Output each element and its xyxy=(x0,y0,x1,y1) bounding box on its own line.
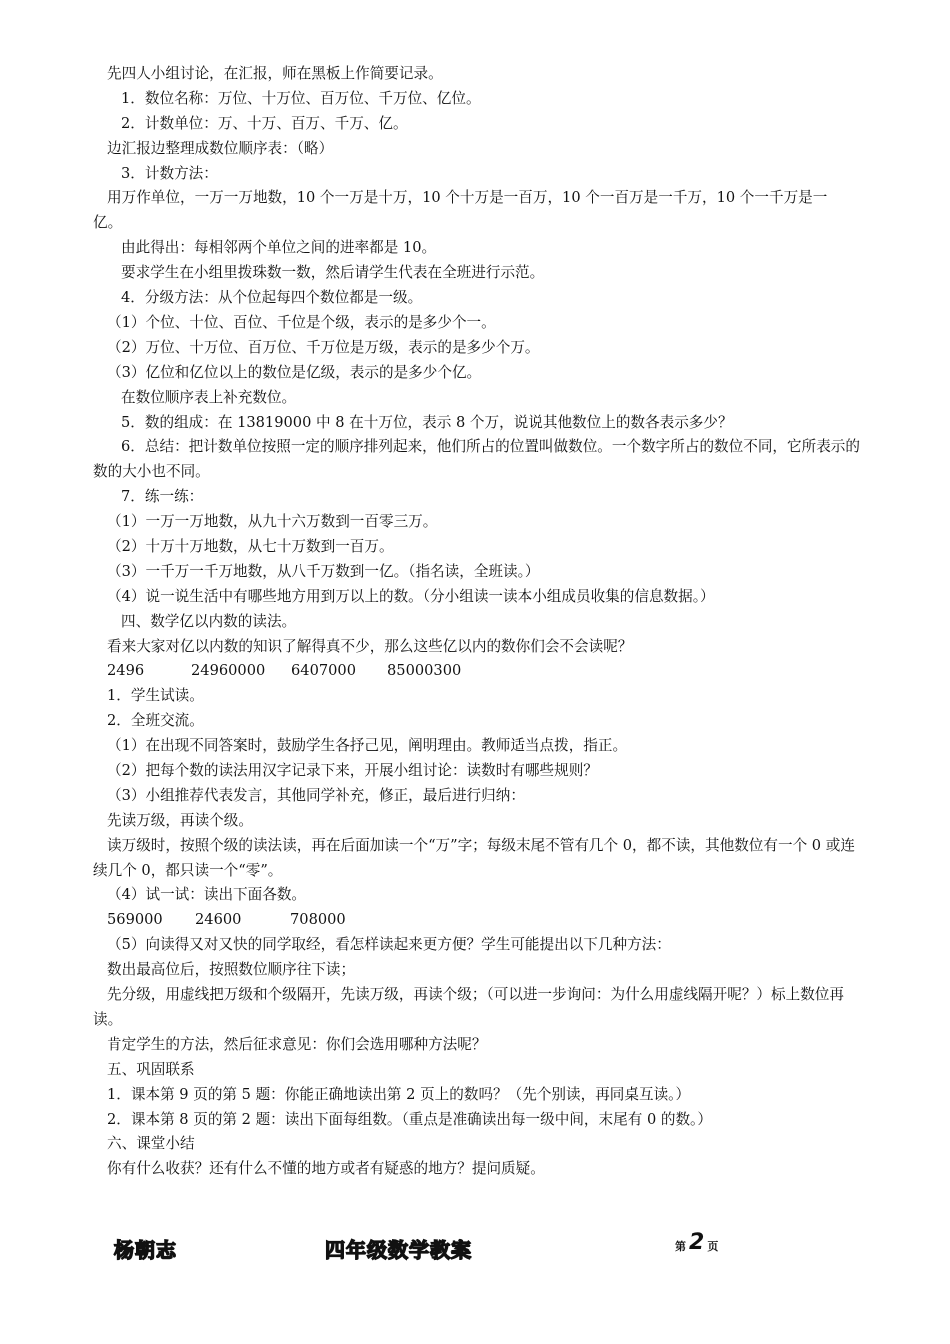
page-suffix: 页 xyxy=(707,1240,719,1253)
text-line: 3．计数方法： xyxy=(121,164,218,182)
number-value: 708000 xyxy=(290,911,346,929)
text-line: （1）个位、十位、百位、千位是个级，表示的是多少个一。 xyxy=(107,313,496,331)
text-line: 2．全班交流。 xyxy=(107,712,204,730)
text-line: 由此得出：每相邻两个单位之间的进率都是 10。 xyxy=(121,239,437,257)
text-line: 要求学生在小组里拨珠数一数，然后请学生代表在全班进行示范。 xyxy=(121,264,545,282)
text-line: 边汇报边整理成数位顺序表：（略） xyxy=(107,139,334,157)
text-line: 7．练一练： xyxy=(121,488,204,506)
text-paragraph: 先分级，用虚线把万级和个级隔开，先读万级，再读个级；（可以进一步询问：为什么用虚线隔开呢？）标上数位再读。 xyxy=(93,986,844,1028)
text-line: （2）把每个数的读法用汉字记录下来，开展小组讨论：读数时有哪些规则？ xyxy=(107,762,598,779)
number-value: 24960000 xyxy=(191,662,266,680)
text-line: 2．计数单位：万、十万、百万、千万、亿。 xyxy=(121,114,408,132)
text-line: 肯定学生的方法，然后征求意见：你们会选用哪种方法呢？ xyxy=(107,1035,487,1053)
text-line: （2）十万十万地数，从七十万数到一百万。 xyxy=(107,537,394,555)
text-line: （5）向读得又对又快的同学取经，看怎样读起来更方便？学生可能提出以下几种方法： xyxy=(107,936,671,954)
text-line: （1）一万一万地数，从九十六万数到一百零三万。 xyxy=(107,513,438,531)
text-line: 数出最高位后，按照数位顺序往下读； xyxy=(107,961,356,979)
text-line: 2．课本第 8 页的第 2 题：读出下面每组数。（重点是准确读出每一级中间，末尾有 0 的数。） xyxy=(107,1110,712,1128)
text-line: （3）小组推荐代表发言，其他同学补充，修正，最后进行归纳： xyxy=(107,786,525,804)
page-number xyxy=(675,1232,718,1254)
text-line: 先读万级，再读个级。 xyxy=(107,811,253,829)
section-heading: 六、课堂小结 xyxy=(107,1135,195,1153)
text-paragraph: 用万作单位，一万一万地数，10 个一万是十万，10 个十万是一百万，10 个一百万是一千万，10 个一千万是一亿。 xyxy=(93,189,828,232)
section-heading: 四、数学亿以内数的读法。 xyxy=(121,612,297,630)
text-line: 5．数的组成：在 13819000 中 8 在十万位，表示 8 个万，说说其他数位上的数各表示多少？ xyxy=(121,413,733,431)
number-value: 85000300 xyxy=(387,662,462,680)
text-line: （3）一千万一千万地数，从八千万数到一亿。（指名读，全班读。） xyxy=(107,562,540,580)
number-value: 569000 xyxy=(107,911,163,929)
text-line: 4．分级方法：从个位起每四个数位都是一级。 xyxy=(121,289,423,307)
page-number-value: 2 xyxy=(689,1230,705,1255)
number-value: 6407000 xyxy=(291,662,356,680)
footer-author: 杨朝志 xyxy=(114,1238,177,1262)
text-paragraph: 6．总结：把计数单位按照一定的顺序排列起来，他们所占的位置叫做数位。一个数字所占的数位不同，它所表示的数的大小也不同。 xyxy=(93,438,860,481)
numbers-row xyxy=(107,659,867,684)
text-line: 先四人小组讨论，在汇报，师在黑板上作简要记录。 xyxy=(107,65,443,82)
text-line: （4）说一说生活中有哪些地方用到万以上的数。（分小组读一读本小组成员收集的信息数据。） xyxy=(107,587,715,605)
text-line: 1．课本第 9 页的第 5 题：你能正确地读出第 2 页上的数吗？（先个别读，再同桌互读。） xyxy=(107,1085,691,1103)
page-prefix: 第 xyxy=(675,1240,686,1253)
text-line: （1）在出现不同答案时，鼓励学生各抒己见，阐明理由。教师适当点拨，指正。 xyxy=(107,737,628,755)
text-line: （3）亿位和亿位以上的数位是亿级，表示的是多少个亿。 xyxy=(107,363,482,381)
text-line: （4）试一试：读出下面各数。 xyxy=(107,886,307,904)
text-line: 1．学生试读。 xyxy=(107,687,204,705)
text-line: 在数位顺序表上补充数位。 xyxy=(121,388,297,406)
number-value: 2496 xyxy=(107,662,145,680)
text-paragraph: 读万级时，按照个级的读法读，再在后面加读一个“万”字；每级末尾不管有几个 0，都不读，其他数位有一个 0 或连续几个 0，都只读一个“零”。 xyxy=(93,836,855,879)
text-line: 你有什么收获？还有什么不懂的地方或者有疑惑的地方？提问质疑。 xyxy=(107,1160,545,1178)
footer-course-title: 四年级数学教案 xyxy=(325,1238,472,1262)
numbers-row xyxy=(107,908,867,933)
text-line: 看来大家对亿以内数的知识了解得真不少，那么这些亿以内的数你们会不会读呢？ xyxy=(107,637,633,655)
text-line: （2）万位、十万位、百万位、千万位是万级，表示的是多少个万。 xyxy=(107,338,540,356)
page-footer xyxy=(0,1232,950,1272)
text-line: 1．数位名称：万位、十万位、百万位、千万位、亿位。 xyxy=(121,89,481,107)
section-heading: 五、巩固联系 xyxy=(107,1060,195,1078)
lesson-plan-body xyxy=(93,62,867,1182)
number-value: 24600 xyxy=(195,911,242,929)
